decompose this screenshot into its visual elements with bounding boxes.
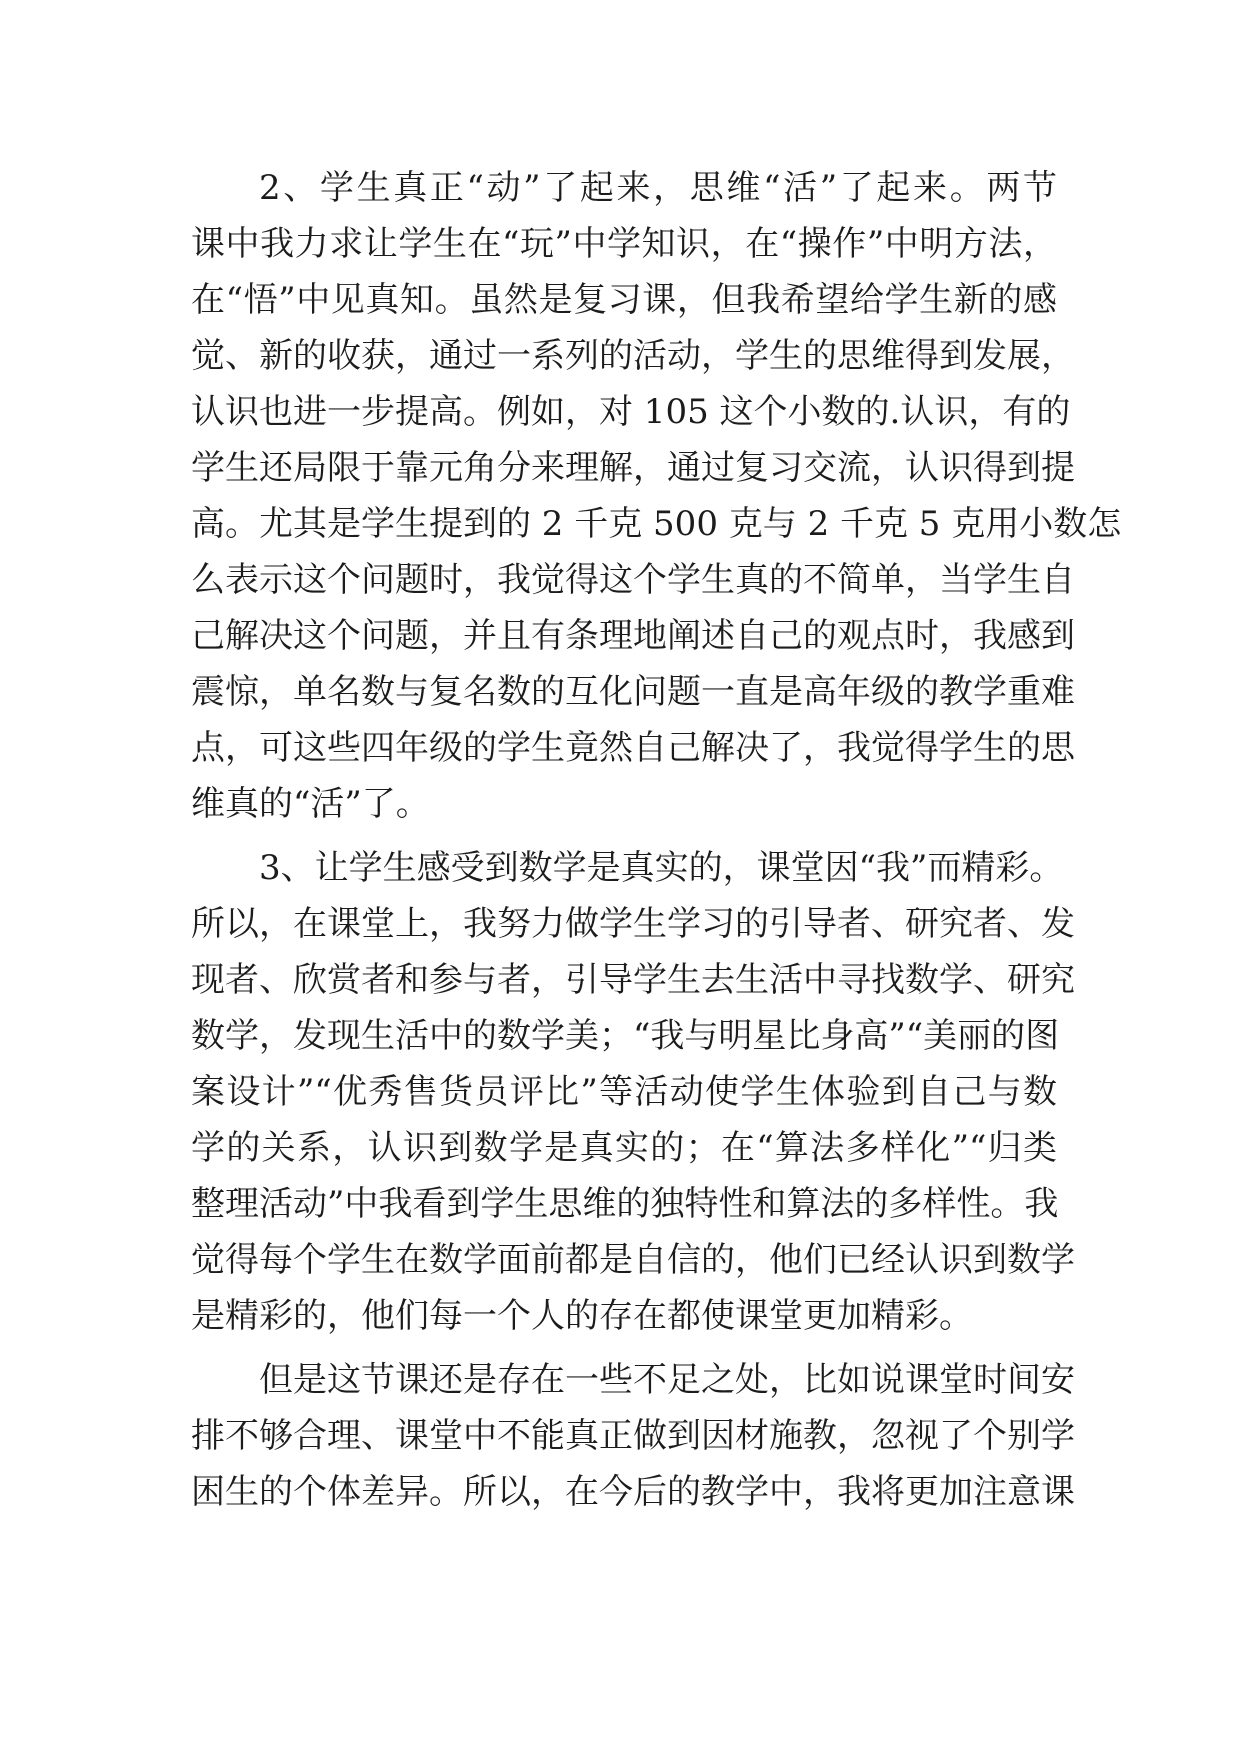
text-line: 课中我力求让学生在“玩”中学知识，在“操作”中明方法，: [191, 224, 1057, 264]
text-line: 现者、欣赏者和参与者，引导学生去生活中寻找数学、研究: [191, 960, 1075, 1000]
body-text: [191, 160, 1122, 1520]
paragraph-gap: [191, 1344, 1057, 1352]
text-line: 学生还局限于靠元角分来理解，通过复习交流，认识得到提: [191, 448, 1075, 488]
text-line: 点，可这些四年级的学生竟然自己解决了，我觉得学生的思: [191, 728, 1075, 768]
text-line: 数学，发现生活中的数学美；“我与明星比身高”“美丽的图: [191, 1016, 1060, 1056]
text-line: 2、学生真正“动”了起来，思维“活”了起来。两节: [259, 168, 1057, 208]
text-line: 么表示这个问题时，我觉得这个学生真的不简单，当学生自: [191, 560, 1075, 600]
paragraph-point-2: [191, 160, 1122, 832]
text-line: 3、让学生感受到数学是真实的，课堂因“我”而精彩。: [259, 848, 1064, 888]
text-line: 整理活动”中我看到学生思维的独特性和算法的多样性。我: [191, 1184, 1059, 1224]
text-line: 排不够合理、课堂中不能真正做到因材施教，忽视了个别学: [191, 1416, 1075, 1456]
text-line: 高。尤其是学生提到的 2 千克 500 克与 2 千克 5 克用小数怎: [191, 504, 1122, 544]
text-line: 是精彩的，他们每一个人的存在都使课堂更加精彩。: [191, 1296, 973, 1336]
text-line: 己解决这个问题，并且有条理地阐述自己的观点时，我感到: [191, 616, 1075, 656]
text-line: 觉得每个学生在数学面前都是自信的，他们已经认识到数学: [191, 1240, 1075, 1280]
paragraph-point-3: [191, 840, 1075, 1344]
paragraph-shortcomings: [191, 1352, 1075, 1520]
text-line: 认识也进一步提高。例如，对 105 这个小数的.认识，有的: [191, 392, 1071, 432]
text-line: 觉、新的收获，通过一系列的活动，学生的思维得到发展，: [191, 336, 1075, 376]
text-line: 所以，在课堂上，我努力做学生学习的引导者、研究者、发: [191, 904, 1075, 944]
text-line: 维真的“活”了。: [191, 784, 430, 824]
text-line: 震惊，单名数与复名数的互化问题一直是高年级的教学重难: [191, 672, 1075, 712]
text-line: 学的关系，认识到数学是真实的；在“算法多样化”“归类: [191, 1128, 1057, 1168]
text-line: 案设计”“优秀售货员评比”等活动使学生体验到自己与数: [191, 1072, 1057, 1112]
text-line: 但是这节课还是存在一些不足之处，比如说课堂时间安: [259, 1360, 1075, 1400]
text-line: 困生的个体差异。所以，在今后的教学中，我将更加注意课: [191, 1472, 1075, 1512]
paragraph-gap: [191, 832, 1057, 840]
text-line: 在“悟”中见真知。虽然是复习课，但我希望给学生新的感: [191, 280, 1057, 320]
